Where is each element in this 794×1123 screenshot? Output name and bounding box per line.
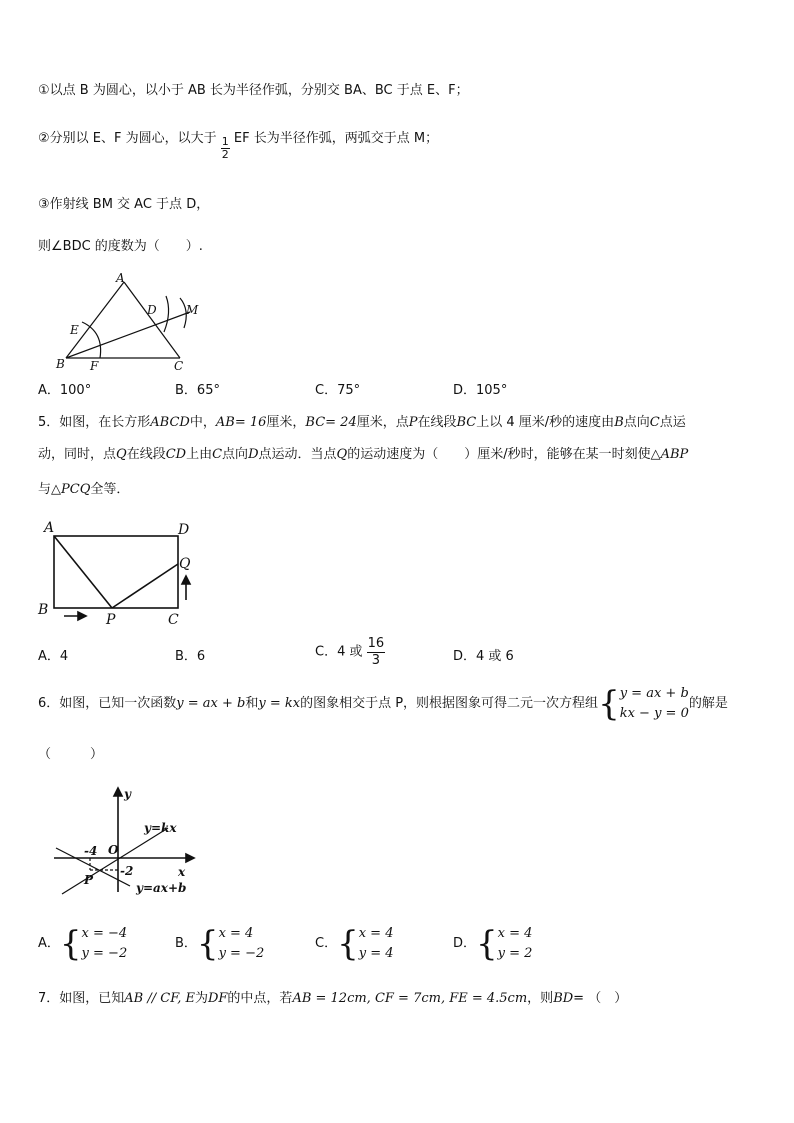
segment-pq xyxy=(112,564,178,608)
q6-option-b[interactable]: B．{ x = 4 y = −2 xyxy=(175,924,265,964)
q6-line-1: 6．如图，已知一次函数y = ax + b和y = kx的图象相交于点 P，则根据图象可得二元一次方程组{ y = ax + b kx − y = 0 的解是 xyxy=(38,684,728,724)
segment-ac xyxy=(124,282,180,358)
label-y: y xyxy=(124,787,131,801)
label-a: A xyxy=(116,271,125,285)
rectangle-figure xyxy=(36,516,206,628)
label-x: x xyxy=(178,865,186,879)
q4-option-b[interactable]: B．65° xyxy=(175,383,220,398)
arrow-q-head xyxy=(182,576,190,584)
ray-bm xyxy=(66,312,190,358)
q5-option-d[interactable]: D．4 或 6 xyxy=(453,649,514,664)
label-e: E xyxy=(70,323,79,337)
label-c: C xyxy=(174,359,184,373)
label-o: O xyxy=(108,843,119,857)
label-b: B xyxy=(56,357,65,371)
function-graph xyxy=(48,782,208,902)
q6-paren: （ ） xyxy=(38,747,104,762)
label-neg4: -4 xyxy=(84,844,98,858)
label-yaxb: y=ax+b xyxy=(136,881,187,895)
label-p: P xyxy=(84,873,94,887)
q6-option-c[interactable]: C．{ x = 4 y = 4 xyxy=(315,924,394,964)
q5-option-c[interactable]: C．4 或 $\frac{16}{3}$ xyxy=(315,636,385,668)
q5-line-1: 5．如图，在长方形ABCD中，AB= 16厘米，BC= 24厘米，点P在线段BC上以 4 厘米/秒的速度由B点向C点运 xyxy=(38,415,686,430)
fraction-half: $\frac{1}{2}$ xyxy=(221,135,229,161)
q4-option-a[interactable]: A．100° xyxy=(38,383,92,398)
q7-line-1: 7．如图，已知AB // CF, E为DF的中点，若AB = 12cm, CF = 7cm, FE = 4.5cm，则BD= （ ） xyxy=(38,991,628,1006)
step-2: ②分别以 E、F 为圆心，以大于 $\frac{1}{2}$ EF 长为半径作弧，两弧交于点 M； xyxy=(38,131,439,161)
label-d: D xyxy=(147,303,157,317)
step-4-question: 则∠BDC 的度数为（ ）. xyxy=(38,239,203,254)
rect-abcd xyxy=(54,536,178,608)
label-ykx: y=kx xyxy=(144,821,177,835)
arc-ef xyxy=(82,322,101,358)
label-b: B xyxy=(38,602,49,618)
step-1: ①以点 B 为圆心，以小于 AB 长为半径作弧，分别交 BA、BC 于点 E、F； xyxy=(38,83,469,98)
arrow-p-head xyxy=(78,612,86,620)
q4-option-d[interactable]: D．105° xyxy=(453,383,508,398)
segment-ap xyxy=(54,536,112,608)
label-q: Q xyxy=(179,556,191,572)
label-neg2: -2 xyxy=(120,864,134,878)
triangle-figure xyxy=(52,270,212,376)
q4-option-c[interactable]: C．75° xyxy=(315,383,361,398)
x-axis-arrow xyxy=(186,854,194,862)
step-3: ③作射线 BM 交 AC 于点 D， xyxy=(38,197,210,212)
segment-ba xyxy=(66,282,124,358)
q5-option-b[interactable]: B．6 xyxy=(175,649,206,664)
q5-option-a[interactable]: A．4 xyxy=(38,649,69,664)
q5-line-2: 动，同时，点Q在线段CD上由C点向D点运动．当点Q的运动速度为（ ）厘米/秒时，能够在某一时刻使△ABP xyxy=(38,447,689,462)
label-m: M xyxy=(186,303,199,317)
q6-option-d[interactable]: D．{ x = 4 y = 2 xyxy=(453,924,533,964)
label-a: A xyxy=(44,520,55,536)
q5-line-3: 与△PCQ全等． xyxy=(38,482,130,497)
label-d: D xyxy=(178,522,190,538)
label-c: C xyxy=(168,612,179,628)
label-f: F xyxy=(90,359,99,373)
label-p: P xyxy=(106,612,116,628)
q6-option-a[interactable]: A．{ x = −4 y = −2 xyxy=(38,924,128,964)
arc-m1 xyxy=(164,296,169,332)
y-axis-arrow xyxy=(114,788,122,796)
